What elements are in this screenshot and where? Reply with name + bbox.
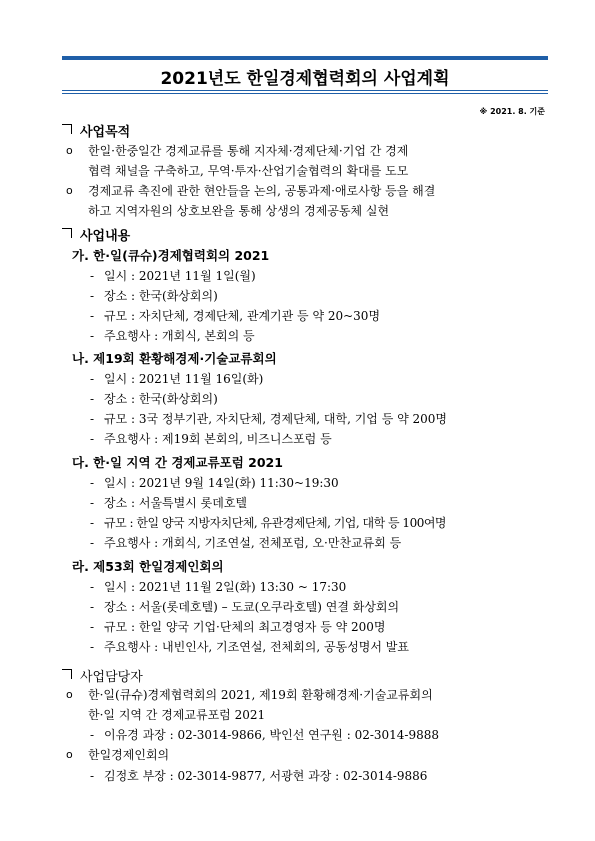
date-note: ※ 2021. 8. 기준 [479,107,545,116]
list-item [90,430,332,447]
purpose-text-line: 하고 지역자원의 상호보완을 통해 상생의 경제공동체 실현 [88,204,390,218]
list-item-text: 규모 : 3국 정부기관, 자치단체, 경제단체, 대학, 기업 등 약 200명 [104,412,448,426]
subsection-title: 라. 제53회 한일경제인회의 [72,559,224,574]
list-item-text: 장소 : 한국(화상회의) [104,289,218,303]
list-item [90,390,218,407]
section-corner-icon [62,124,72,134]
dash-icon: - [90,329,95,343]
contact-person [90,767,427,784]
list-item [90,410,447,427]
list-item [90,638,409,655]
list-item [90,618,386,635]
dash-icon: - [90,372,95,386]
list-item-text: 주요행사 : 개회식, 기조연설, 전체포럼, 오·만찬교류회 등 [104,536,402,550]
contact-person-text: 이유경 과장 : 02-3014-9866, 박인선 연구원 : 02-3014-9888 [104,728,440,742]
dash-icon: - [90,600,95,614]
dash-icon: - [90,516,95,530]
section-corner-icon [62,228,72,238]
list-item-text: 장소 : 서울특별시 롯데호텔 [104,496,247,510]
subsection-title: 가. 한·일(큐슈)경제협력회의 2021 [72,248,270,263]
list-item-text: 주요행사 : 개회식, 본회의 등 [104,329,255,343]
dash-icon: - [90,728,95,742]
purpose-text-line: 협력 채널을 구축하고, 무역·투자·산업기술협력의 확대를 도모 [88,164,409,178]
list-item-text: 주요행사 : 내빈인사, 기조연설, 전체회의, 공동성명서 발표 [104,640,409,654]
subsection-title: 나. 제19회 환황해경제·기술교류회의 [72,351,277,366]
bullet-icon: o [66,184,73,197]
dash-icon: - [90,620,95,634]
list-item [90,307,380,324]
list-item-text: 규모 : 한일 양국 기업·단체의 최고경영자 등 약 200명 [104,620,386,634]
contact-group-line: 한·일(큐슈)경제협력회의 2021, 제19회 환황해경제·기술교류회의 [88,688,433,702]
list-item [90,494,247,511]
list-item [90,598,399,615]
title-rule-bottom-1 [62,90,548,91]
subsection-title: 다. 한·일 지역 간 경제교류포럼 2021 [72,455,283,470]
section-heading: 사업내용 [80,229,131,244]
title-rule-bottom-2 [62,93,548,94]
dash-icon: - [90,412,95,426]
list-item-text: 규모 : 한일 양국 지방자치단체, 유관경제단체, 기업, 대학 등 100여명 [104,516,447,530]
dash-icon: - [90,769,95,783]
dash-icon: - [90,392,95,406]
bullet-icon: o [66,144,73,157]
list-item [90,327,255,344]
list-item-text: 일시 : 2021년 9월 14일(화) 11:30~19:30 [104,476,339,490]
list-item-text: 장소 : 서울(롯데호텔) – 도쿄(오쿠라호텔) 연결 화상회의 [104,600,400,614]
list-item [90,267,256,284]
list-item [90,287,218,304]
bullet-icon: o [66,688,73,701]
section-heading: 사업담당자 [80,670,143,685]
list-item-text: 일시 : 2021년 11월 1일(월) [104,269,256,283]
list-item [90,514,446,531]
dash-icon: - [90,289,95,303]
list-item [90,370,263,387]
list-item [90,474,339,491]
bullet-icon: o [66,748,73,761]
purpose-text-line: 한일·한중일간 경제교류를 통해 지자체·경제단체·기업 간 경제 [88,144,409,158]
section-purpose [62,121,130,140]
dash-icon: - [90,640,95,654]
title-rule-top [62,56,548,60]
dash-icon: - [90,432,95,446]
dash-icon: - [90,309,95,323]
section-heading: 사업목적 [80,125,131,140]
contact-person-text: 김정호 부장 : 02-3014-9877, 서광현 과장 : 02-3014-9886 [104,769,428,783]
list-item-text: 규모 : 자치단체, 경제단체, 관계기관 등 약 20~30명 [104,309,381,323]
list-item [90,578,346,595]
section-contacts [62,666,143,685]
dash-icon: - [90,536,95,550]
list-item-text: 장소 : 한국(화상회의) [104,392,218,406]
list-item-text: 일시 : 2021년 11월 16일(화) [104,372,264,386]
section-corner-icon [62,669,72,679]
contact-person [90,726,439,743]
dash-icon: - [90,269,95,283]
contact-group-line: 한·일 지역 간 경제교류포럼 2021 [88,708,266,722]
section-content [62,225,130,244]
dash-icon: - [90,496,95,510]
dash-icon: - [90,476,95,490]
contact-group-line: 한일경제인회의 [88,748,170,762]
purpose-text-line: 경제교류 촉진에 관한 현안들을 논의, 공통과제·애로사항 등을 해결 [88,184,436,198]
dash-icon: - [90,580,95,594]
list-item [90,534,401,551]
list-item-text: 일시 : 2021년 11월 2일(화) 13:30 ~ 17:30 [104,580,347,594]
page-title: 2021년도 한일경제협력회의 사업계획 [160,69,450,89]
list-item-text: 주요행사 : 제19회 본회의, 비즈니스포럼 등 [104,432,332,446]
